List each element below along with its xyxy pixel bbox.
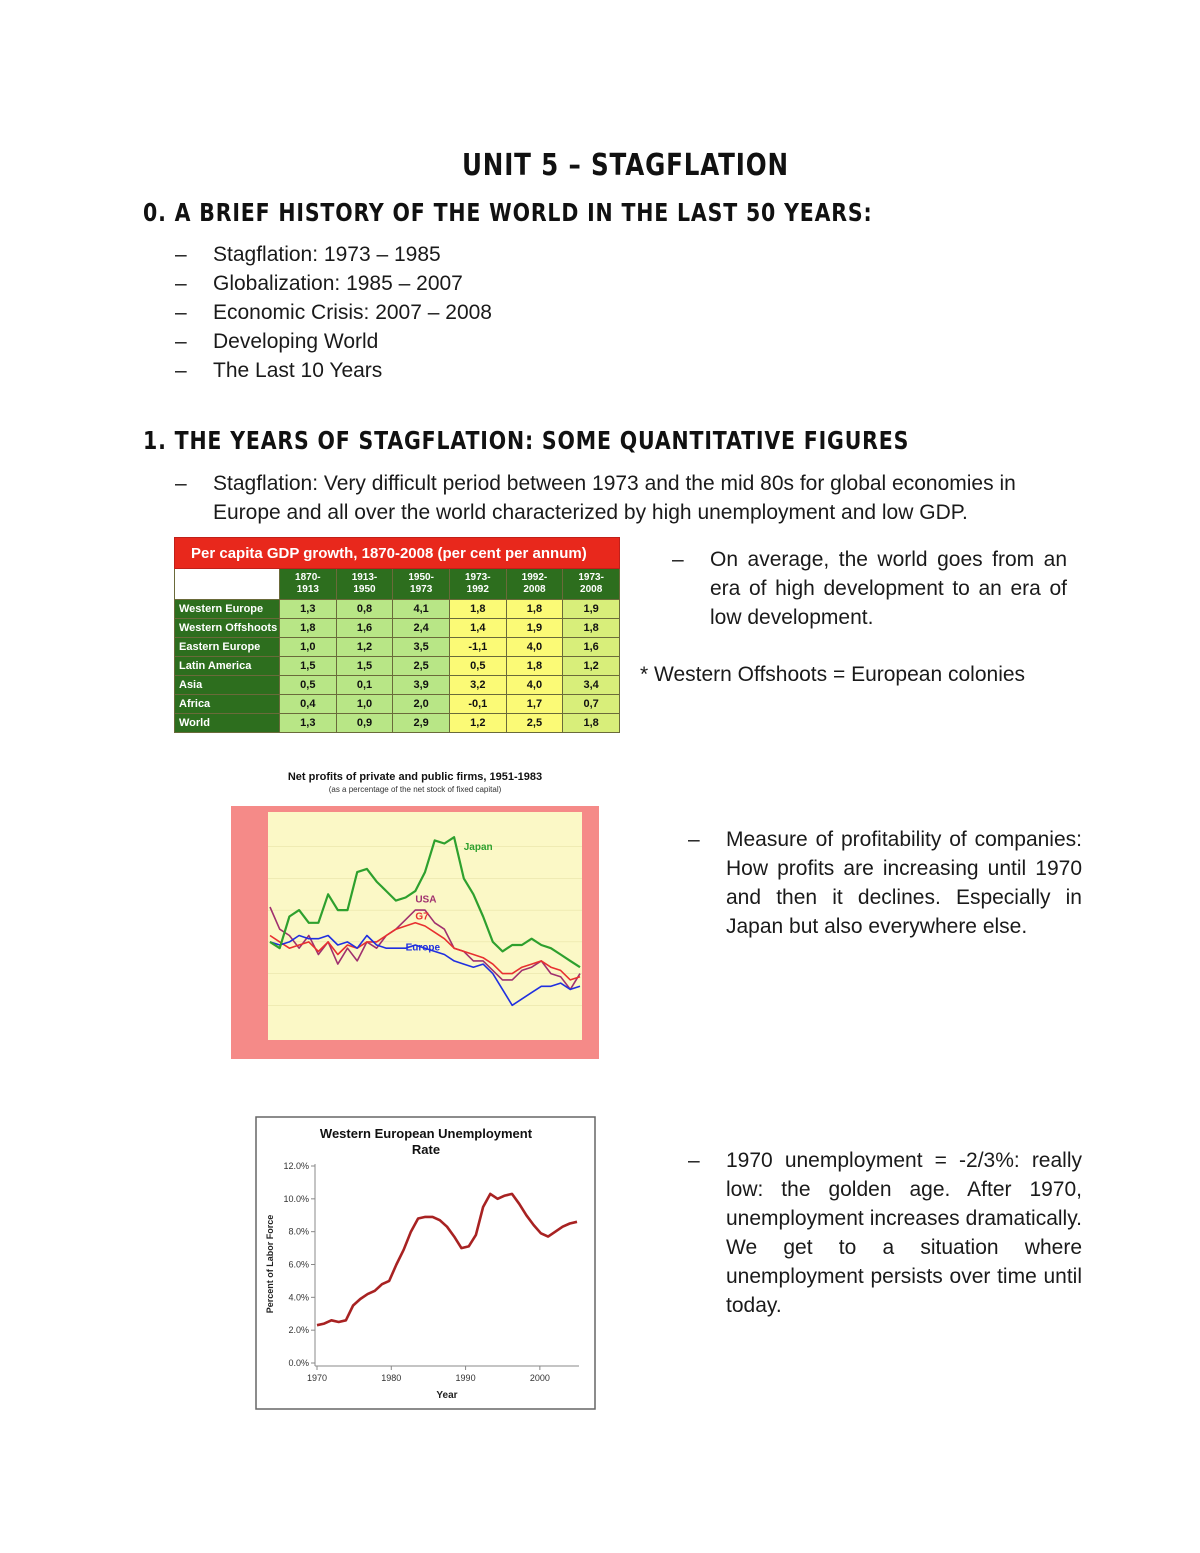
series-label: G7 xyxy=(415,911,429,923)
table-cell: 1,8 xyxy=(449,600,506,619)
x-tick-label: 1990 xyxy=(455,1373,476,1383)
unemployment-chart xyxy=(255,1116,597,1411)
table-cell: 0,5 xyxy=(449,657,506,676)
column-header xyxy=(563,569,620,600)
table-cell: 3,9 xyxy=(393,676,450,695)
y-tick-label: 2.0% xyxy=(288,1325,309,1336)
x-tick-label: 1970 xyxy=(306,1373,328,1383)
y-tick-label: 10.0% xyxy=(283,1193,309,1204)
list-item: – Economic Crisis: 2007 – 2008 xyxy=(175,298,492,327)
row-label: Western Europe xyxy=(175,600,280,619)
side-note-unemployment xyxy=(688,1146,1082,1320)
table-cell: 1,2 xyxy=(449,714,506,733)
y-tick-label: 12.0% xyxy=(283,1161,309,1171)
y-tick-label: 8.0% xyxy=(288,1226,309,1237)
row-label: Eastern Europe xyxy=(175,638,280,657)
header-start: 1950- xyxy=(408,572,434,583)
header-end: 2008 xyxy=(523,584,546,595)
chart-title: Net profits of private and public firms, 1951-1983 xyxy=(287,771,543,783)
x-axis-label: Year xyxy=(436,1390,458,1401)
page-title: UNIT 5 – STAGFLATION xyxy=(462,148,789,183)
table-cell: 4,0 xyxy=(506,638,563,657)
series-label: Europe xyxy=(405,942,441,954)
history-list xyxy=(175,240,492,385)
table-row xyxy=(175,657,620,676)
table-row xyxy=(175,619,620,638)
table-cell: 1,3 xyxy=(280,714,337,733)
list-item: – Globalization: 1985 – 2007 xyxy=(175,269,492,298)
header-start: 1913- xyxy=(351,572,378,583)
row-label: Africa xyxy=(175,695,280,714)
table-cell: 1,2 xyxy=(336,638,393,657)
table-cell: 1,4 xyxy=(449,619,506,638)
header-start: 1870- xyxy=(295,572,321,583)
section-heading-history: 0. A BRIEF HISTORY OF THE WORLD IN THE LAST 50 YEARS: xyxy=(143,198,873,227)
list-item: – Measure of profitability of companies: How profits are increasing until 1970 and then it declines. Especially in Japan but also everywhere else. xyxy=(688,825,1082,941)
side-note-profit xyxy=(688,825,1082,941)
chart-title-line1: Western European Unemployment xyxy=(319,1126,533,1141)
list-item: – Stagflation: 1973 – 1985 xyxy=(175,240,492,269)
y-axis-label: Percent of Labor Force xyxy=(265,1214,275,1314)
table-cell: 2,5 xyxy=(506,714,563,733)
table-cell: 2,4 xyxy=(393,619,450,638)
table-cell: 3,2 xyxy=(449,676,506,695)
series-label: USA xyxy=(415,894,437,906)
table-cell: 0,8 xyxy=(336,600,393,619)
table-cell: -0,1 xyxy=(449,695,506,714)
table-cell: 1,6 xyxy=(563,638,620,657)
table-cell: 1,9 xyxy=(563,600,620,619)
table-cell: 1,8 xyxy=(506,600,563,619)
table-cell: 1,7 xyxy=(506,695,563,714)
table-cell: 4,0 xyxy=(506,676,563,695)
row-label: World xyxy=(175,714,280,733)
gdp-growth-table xyxy=(174,537,620,733)
header-start: 1973- xyxy=(465,572,491,583)
header-end: 1950 xyxy=(353,584,376,595)
table-cell: 0,5 xyxy=(280,676,337,695)
x-tick-label: 2000 xyxy=(529,1373,550,1383)
list-item: – The Last 10 Years xyxy=(175,356,492,385)
table-cell: 1,9 xyxy=(506,619,563,638)
table-cell: 1,3 xyxy=(280,600,337,619)
table-row xyxy=(175,714,620,733)
table-cell: 1,8 xyxy=(280,619,337,638)
y-tick-label: 0.0% xyxy=(288,1358,309,1368)
chart-subtitle: (as a percentage of the net stock of fixed capital) xyxy=(328,785,502,794)
table-row xyxy=(175,638,620,657)
header-end: 2008 xyxy=(580,584,603,595)
table-cell: 4,1 xyxy=(393,600,450,619)
table-cell: 2,9 xyxy=(393,714,450,733)
x-tick-label: 1980 xyxy=(381,1373,402,1383)
table-cell: 1,2 xyxy=(563,657,620,676)
table-cell: 1,8 xyxy=(506,657,563,676)
table-cell: 1,0 xyxy=(280,638,337,657)
table-cell: -1,1 xyxy=(449,638,506,657)
list-item: – Stagflation: Very difficult period between 1973 and the mid 80s for global economies in Europe and all over the world characterized by high unemployment and low GDP. xyxy=(175,469,1075,527)
table-row xyxy=(175,676,620,695)
table-row xyxy=(175,695,620,714)
table-cell: 0,7 xyxy=(563,695,620,714)
column-header xyxy=(506,569,563,600)
header-end: 1992 xyxy=(466,584,489,595)
list-item: – On average, the world goes from an era of high development to an era of low development. xyxy=(672,545,1067,632)
header-start: 1973- xyxy=(578,572,604,583)
table-row xyxy=(175,600,620,619)
chart-title-line2: Rate xyxy=(411,1142,441,1157)
stagflation-list xyxy=(175,469,1075,527)
footnote-offshoots: * Western Offshoots = European colonies xyxy=(640,663,1026,686)
table-header-row xyxy=(175,569,620,600)
column-header xyxy=(280,569,337,600)
table-title: Per capita GDP growth, 1870-2008 (per cent per annum) xyxy=(175,538,620,569)
table-cell: 1,6 xyxy=(336,619,393,638)
header-end: 1913 xyxy=(296,584,319,595)
table-cell: 3,5 xyxy=(393,638,450,657)
table-cell: 3,4 xyxy=(563,676,620,695)
table-body xyxy=(175,600,620,733)
table-corner xyxy=(175,569,280,600)
table-cell: 2,0 xyxy=(393,695,450,714)
table-cell: 1,8 xyxy=(563,619,620,638)
table-cell: 1,8 xyxy=(563,714,620,733)
series-label: Japan xyxy=(463,841,493,853)
column-header xyxy=(393,569,450,600)
header-end: 1973 xyxy=(410,584,433,595)
profits-chart xyxy=(230,765,610,1061)
side-note-average xyxy=(672,545,1067,632)
list-item: – 1970 unemployment = -2/3%: really low: the golden age. After 1970, unemployment increases dramatically. We get to a situation where unemployment persists over time until today. xyxy=(688,1146,1082,1320)
row-label: Latin America xyxy=(175,657,280,676)
table-cell: 2,5 xyxy=(393,657,450,676)
table-cell: 1,5 xyxy=(336,657,393,676)
table-cell: 0,1 xyxy=(336,676,393,695)
column-header xyxy=(449,569,506,600)
column-header xyxy=(336,569,393,600)
header-start: 1992- xyxy=(521,572,548,583)
row-label: Asia xyxy=(175,676,280,695)
table-cell: 0,9 xyxy=(336,714,393,733)
table-cell: 1,0 xyxy=(336,695,393,714)
y-tick-label: 4.0% xyxy=(288,1292,309,1303)
y-tick-label: 6.0% xyxy=(288,1259,309,1270)
table-cell: 1,5 xyxy=(280,657,337,676)
section-heading-stagflation: 1. THE YEARS OF STAGFLATION: SOME QUANTITATIVE FIGURES xyxy=(143,426,910,455)
list-item: – Developing World xyxy=(175,327,492,356)
table-cell: 0,4 xyxy=(280,695,337,714)
row-label: Western Offshoots xyxy=(175,619,280,638)
